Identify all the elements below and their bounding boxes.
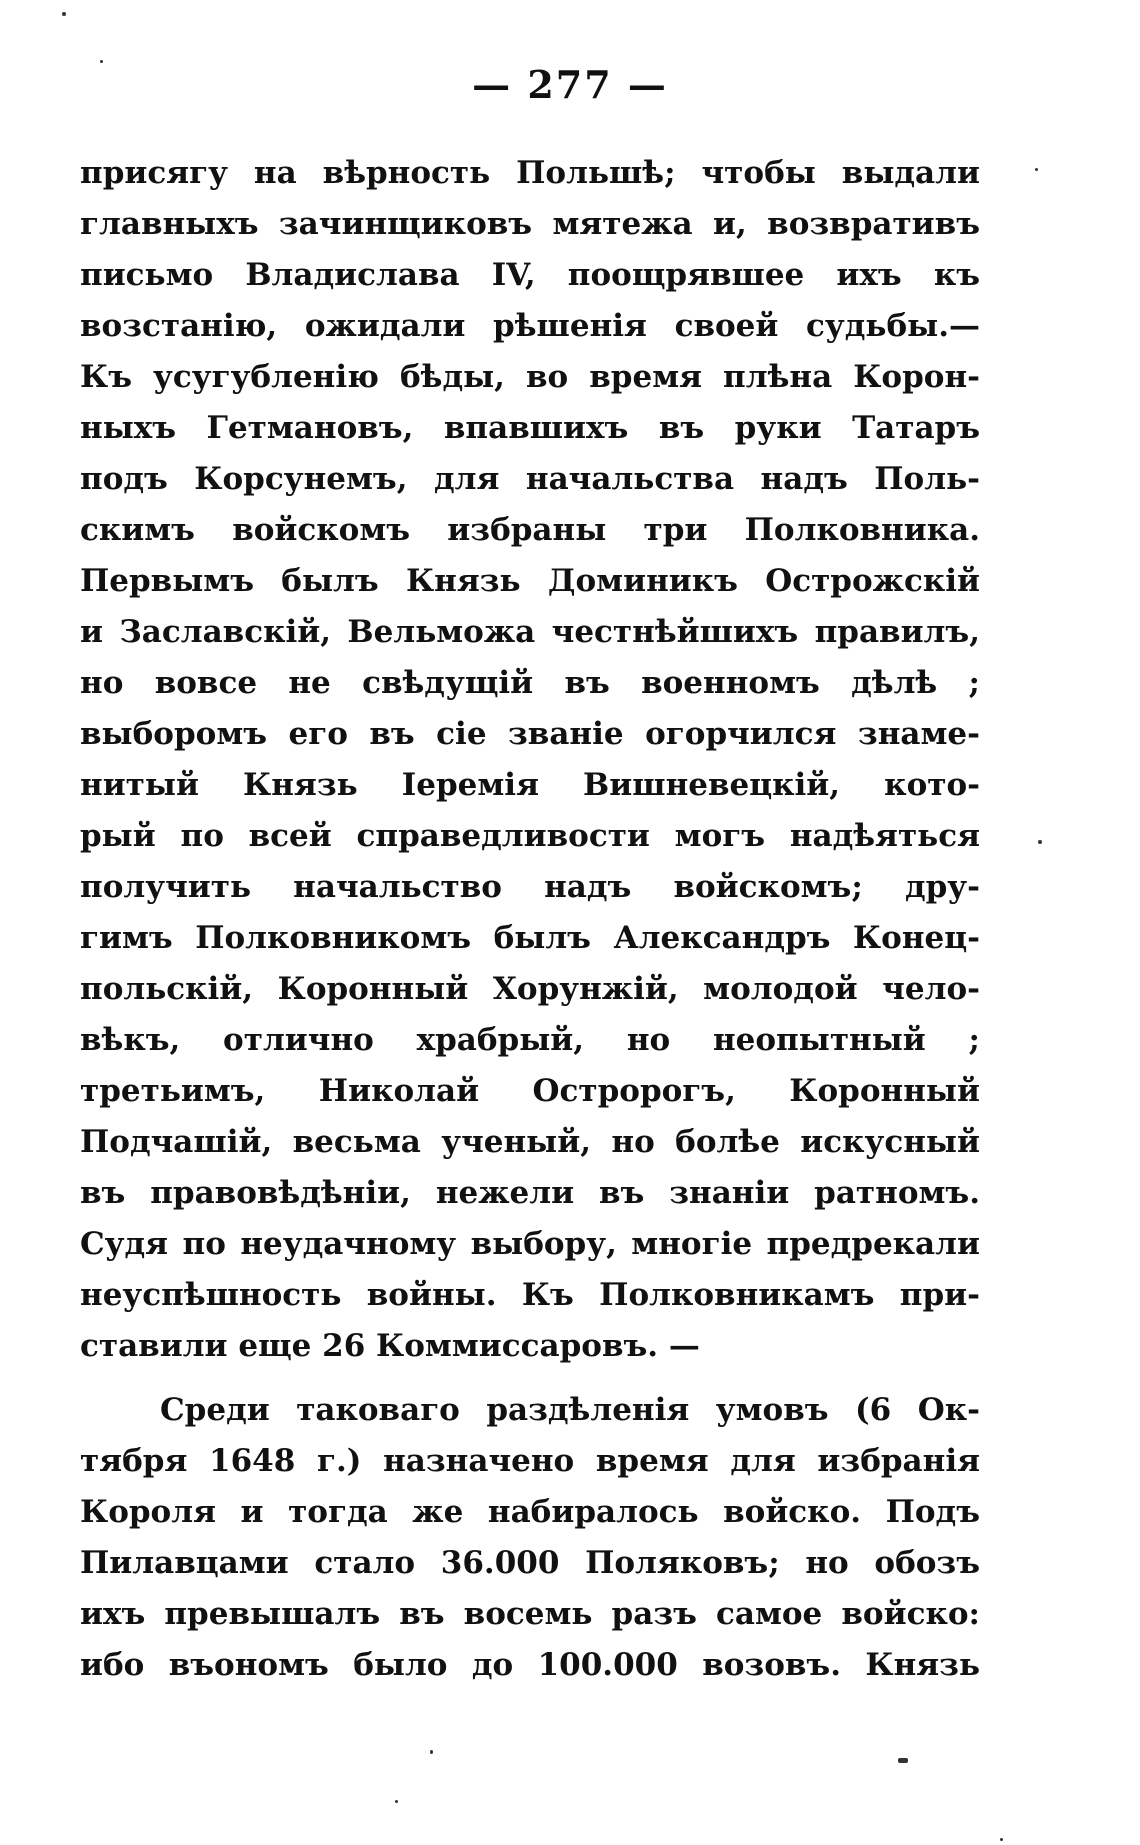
scan-speck bbox=[1000, 1838, 1003, 1841]
text-line: подъ Корсунемъ, для начальства надъ Поль- bbox=[80, 461, 980, 497]
text-line: нитый Князь Іеремія Вишневецкій, кото- bbox=[80, 767, 980, 803]
scan-speck bbox=[1038, 840, 1042, 844]
scan-speck bbox=[100, 60, 103, 63]
scan-speck bbox=[898, 1758, 908, 1763]
text-line: неуспѣшность войны. Къ Полковникамъ при- bbox=[80, 1277, 980, 1313]
page-number: — 277 — bbox=[472, 62, 668, 107]
paragraph-gap bbox=[80, 1372, 980, 1385]
scan-speck bbox=[1035, 168, 1038, 171]
text-line: ставили еще 26 Коммиссаровъ. — bbox=[80, 1328, 700, 1364]
text-line: Къ усугубленію бѣды, во время плѣна Корон- bbox=[80, 359, 980, 395]
paragraph-2 bbox=[80, 1385, 980, 1691]
paragraph-1 bbox=[80, 148, 980, 1372]
text-line: ибо въономъ было до 100.000 возовъ. Князь bbox=[80, 1647, 980, 1683]
text-line: Короля и тогда же набиралось войско. Подъ bbox=[80, 1494, 980, 1530]
text-line: Среди таковаго раздѣленія умовъ (6 Ок- bbox=[160, 1392, 980, 1428]
text-line: выборомъ его въ сіе званіе огорчился знаме- bbox=[80, 716, 980, 752]
text-line: главныхъ зачинщиковъ мятежа и, возвративъ bbox=[80, 206, 980, 242]
scan-speck bbox=[430, 1750, 433, 1754]
text-line: письмо Владислава IV, поощрявшее ихъ къ bbox=[80, 257, 980, 293]
text-line: Подчашій, весьма ученый, но болѣе искусный bbox=[80, 1124, 980, 1160]
text-line: ихъ превышалъ въ восемь разъ самое войско: bbox=[80, 1596, 980, 1632]
text-line: возстанію, ожидали рѣшенія своей судьбы.— bbox=[80, 308, 980, 344]
text-line: третьимъ, Николай Остророгъ, Коронный bbox=[80, 1073, 980, 1109]
text-line: Судя по неудачному выбору, многіе предрекали bbox=[80, 1226, 980, 1262]
text-line: получить начальство надъ войскомъ; дру- bbox=[80, 869, 980, 905]
text-line: вѣкъ, отлично храбрый, но неопытный ; bbox=[80, 1022, 980, 1058]
text-line: польскій, Коронный Хорунжій, молодой чело- bbox=[80, 971, 980, 1007]
text-line: рый по всей справедливости могъ надѣяться bbox=[80, 818, 980, 854]
text-line: въ правовѣдѣніи, нежели въ знаніи ратномъ. bbox=[80, 1175, 980, 1211]
text-line: скимъ войскомъ избраны три Полковника. bbox=[80, 512, 980, 548]
scan-speck bbox=[395, 1800, 398, 1803]
body-text bbox=[80, 148, 980, 1691]
text-line: Первымъ былъ Князь Доминикъ Острожскій bbox=[80, 563, 980, 599]
text-line: тября 1648 г.) назначено время для избранія bbox=[80, 1443, 980, 1479]
text-line: присягу на вѣрность Польшѣ; чтобы выдали bbox=[80, 155, 980, 191]
scan-speck bbox=[62, 12, 66, 16]
text-line: и Заславскій, Вельможа честнѣйшихъ правилъ, bbox=[80, 614, 980, 650]
text-line: гимъ Полковникомъ былъ Александръ Конец- bbox=[80, 920, 980, 956]
text-line: Пилавцами стало 36.000 Поляковъ; но обозъ bbox=[80, 1545, 980, 1581]
text-line: ныхъ Гетмановъ, впавшихъ въ руки Татаръ bbox=[80, 410, 980, 446]
text-line: но вовсе не свѣдущій въ военномъ дѣлѣ ; bbox=[80, 665, 980, 701]
